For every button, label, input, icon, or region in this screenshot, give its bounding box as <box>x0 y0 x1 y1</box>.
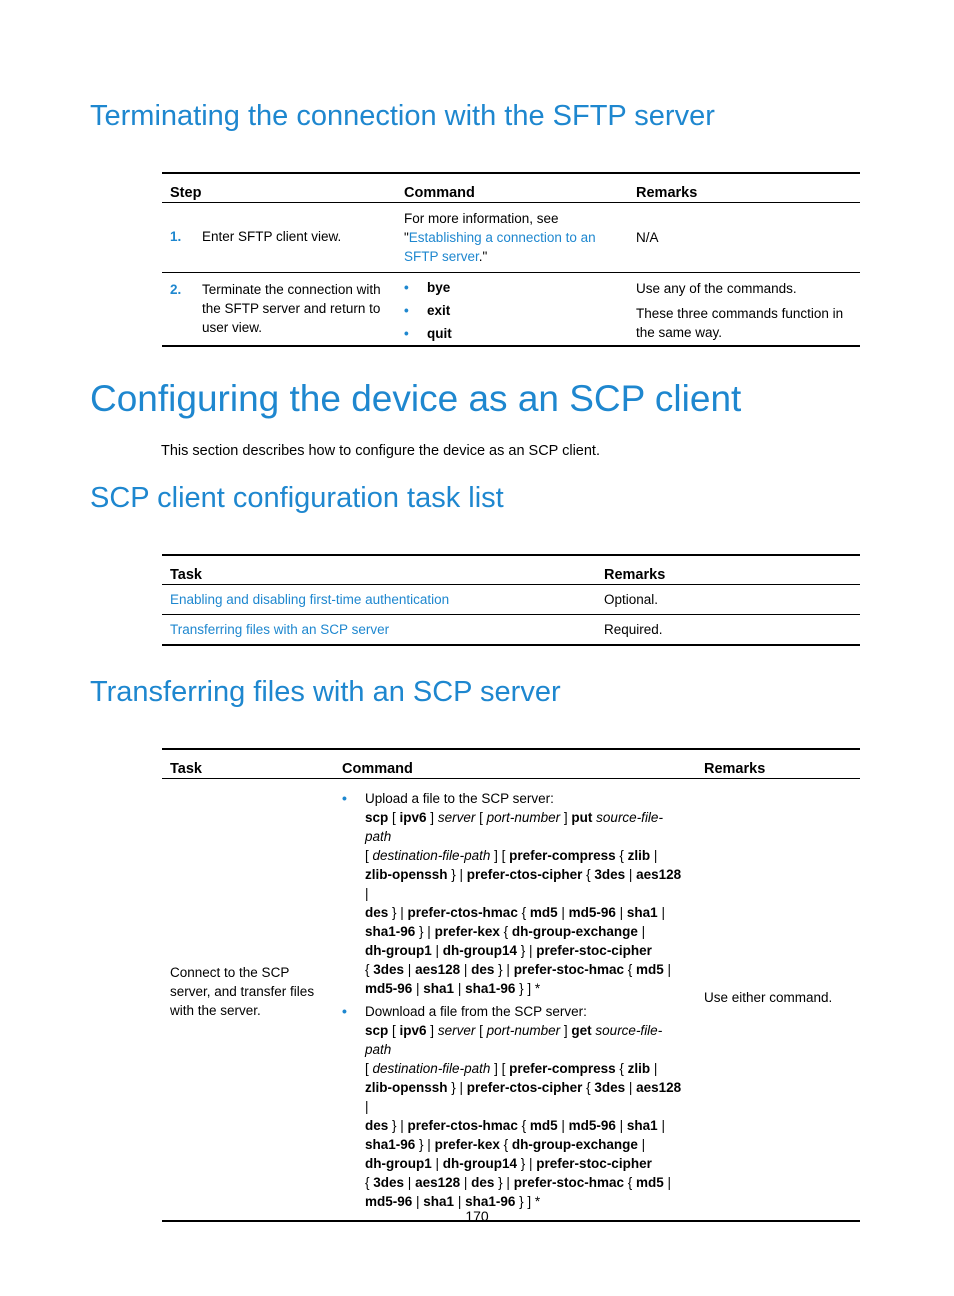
upload-label: Upload a file to the SCP server: <box>365 791 554 806</box>
command-text-suffix: ." <box>478 249 488 264</box>
command-quit: quit <box>427 326 452 341</box>
transfer-files-table <box>162 748 860 1222</box>
bullet-icon: • <box>342 790 347 806</box>
col-header-step: Step <box>162 173 396 203</box>
table-row <box>162 203 860 273</box>
page-number: 170 <box>465 1208 489 1224</box>
col-header-remarks: Remarks <box>696 749 860 779</box>
terminate-sftp-table <box>162 172 860 347</box>
command-list <box>404 276 620 345</box>
bullet-icon: • <box>404 326 409 341</box>
command-bye: bye <box>427 280 451 295</box>
download-label: Download a file from the SCP server: <box>365 1004 587 1019</box>
remarks-text-2: These three commands function in the same way. <box>636 306 844 340</box>
section-title-transferring-files: Transferring files with an SCP server <box>90 676 561 708</box>
col-header-task: Task <box>162 555 596 585</box>
upload-command-item <box>342 789 688 998</box>
col-header-command: Command <box>334 749 696 779</box>
table-row <box>162 615 860 646</box>
upload-command-syntax: scp [ ipv6 ] server [ port-number ] put source-file-path [ destination-file-path ] [ prefer-compress { zlib | zlib-openssh } | prefer-ctos-cipher { 3des | aes128 | des } | prefer-ctos-hmac { md5 | md5-96 | sha1 | sha1-96 } | prefer-kex { dh-group-exchange | dh-group1 | dh-group14 } | prefer-stoc-cipher { 3des | aes128 | des } | prefer-stoc-hmac { md5 | md5-96 | sha1 | sha1-96 } ] * <box>365 810 682 996</box>
task-text: Connect to the SCP server, and transfer files with the server. <box>162 779 334 1222</box>
link-transferring-files[interactable]: Transferring files with an SCP server <box>170 622 390 637</box>
table-row <box>162 779 860 1222</box>
col-header-remarks: Remarks <box>596 555 860 585</box>
section-title-terminate-sftp: Terminating the connection with the SFTP server <box>90 100 715 132</box>
link-first-time-authentication[interactable]: Enabling and disabling first-time authentication <box>170 592 450 607</box>
download-command-syntax: scp [ ipv6 ] server [ port-number ] get source-file-path [ destination-file-path ] [ prefer-compress { zlib | zlib-openssh } | prefer-ctos-cipher { 3des | aes128 | des } | prefer-ctos-hmac { md5 | md5-96 | sha1 | sha1-96 } | prefer-kex { dh-group-exchange | dh-group1 | dh-group14 } | prefer-stoc-cipher { 3des | aes128 | des } | prefer-stoc-hmac { md5 | md5-96 | sha1 | sha1-96 } ] * <box>365 1023 682 1209</box>
task-list-table <box>162 554 860 646</box>
remarks-text: Use either command. <box>696 779 860 1222</box>
step-number: 1. <box>170 229 182 244</box>
intro-paragraph: This section describes how to configure the device as an SCP client. <box>161 443 600 459</box>
table-row <box>162 273 860 347</box>
remarks-text: Required. <box>596 615 860 646</box>
step-text: Terminate the connection with the SFTP server and return to user view. <box>202 282 381 335</box>
remarks-text: Optional. <box>604 592 659 607</box>
col-header-task: Task <box>162 749 334 779</box>
command-exit: exit <box>427 303 451 318</box>
bullet-icon: • <box>342 1003 347 1019</box>
step-number: 2. <box>170 282 182 297</box>
table-row <box>162 585 860 615</box>
download-command-item <box>342 1002 688 1211</box>
col-header-remarks: Remarks <box>628 173 860 203</box>
step-text: Enter SFTP client view. <box>202 229 342 244</box>
remarks-text: N/A <box>636 230 659 245</box>
bullet-icon: • <box>404 280 409 295</box>
link-establishing-connection[interactable]: Establishing a connection to an SFTP server <box>404 230 596 264</box>
col-header-command: Command <box>396 173 628 203</box>
command-text-prefix: For more information, see " <box>404 211 559 245</box>
section-title-task-list: SCP client configuration task list <box>90 482 504 514</box>
chapter-title-scp-client: Configuring the device as an SCP client <box>90 378 742 419</box>
bullet-icon: • <box>404 303 409 318</box>
remarks-text: Use any of the commands. <box>636 281 797 296</box>
